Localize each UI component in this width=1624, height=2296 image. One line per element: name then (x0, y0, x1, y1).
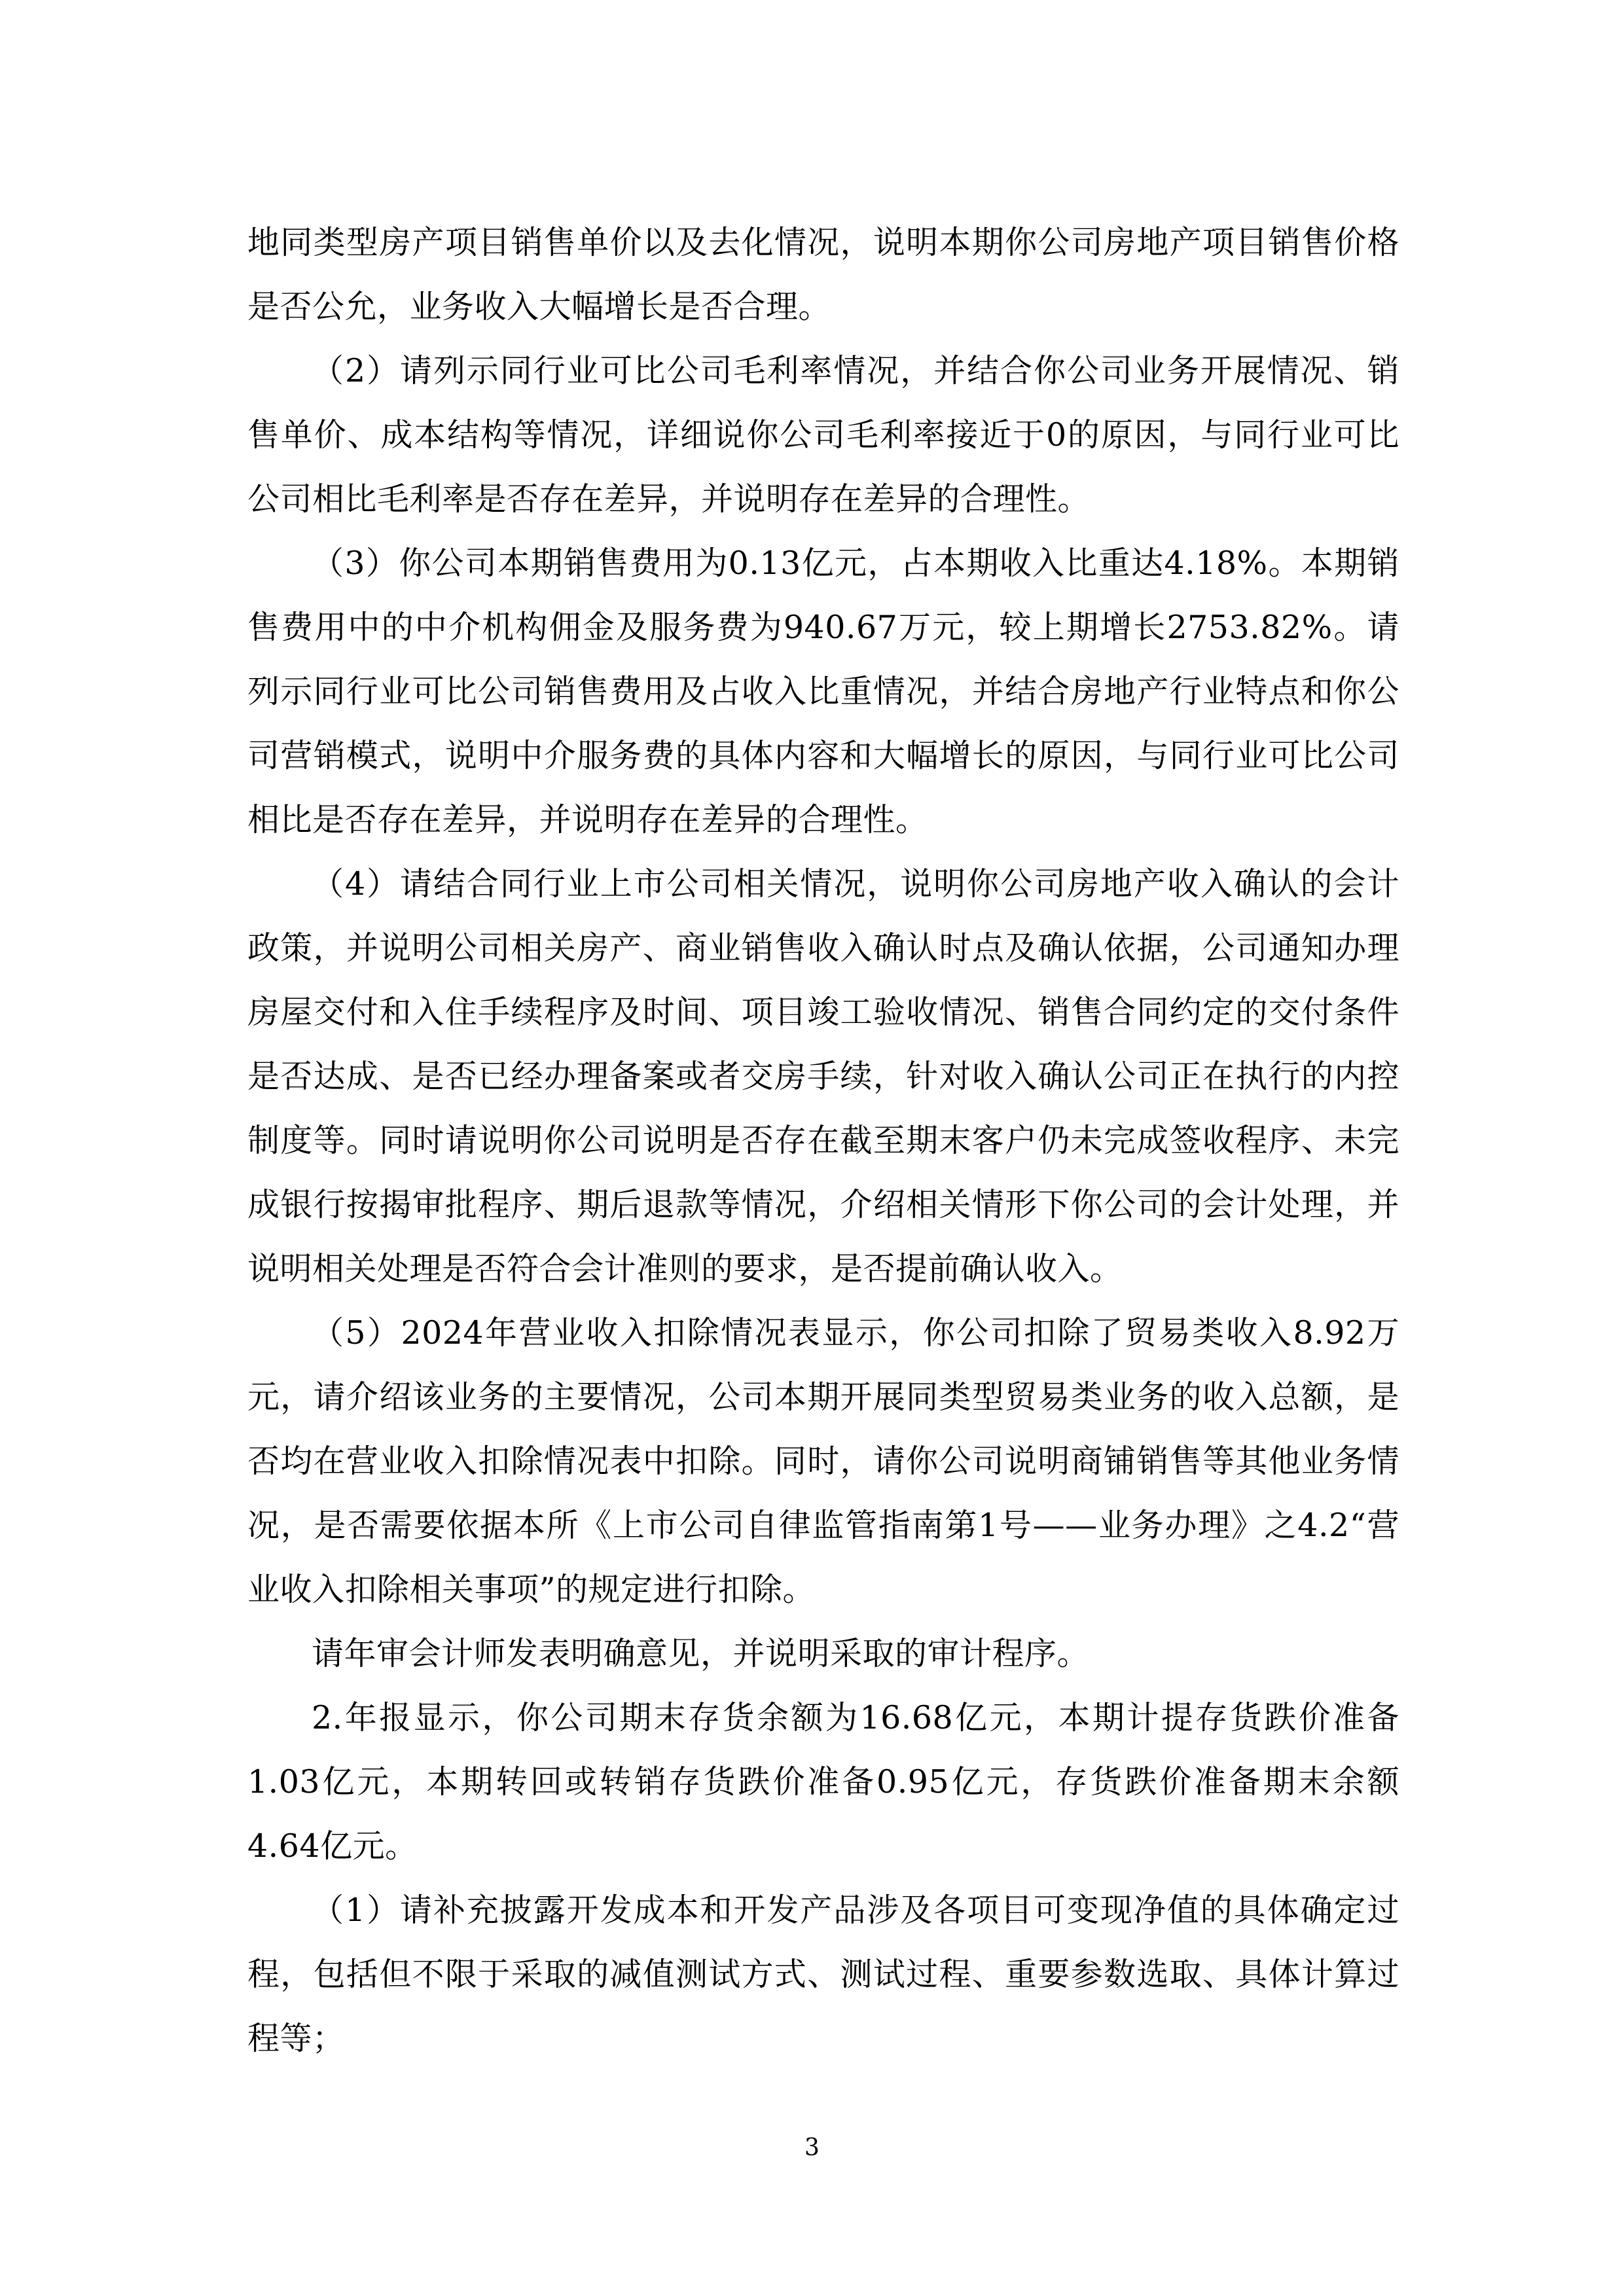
paragraph-item-3: （3）你公司本期销售费用为0.13亿元，占本期收入比重达4.18%。本期销售费用中的中介机构佣金及服务费为940.67万元，较上期增长2753.82%。请列示同行业可比公司销售费用及占收入比重情况，并结合房地产行业特点和你公司营销模式，说明中介服务费的具体内容和大幅增长的原因，与同行业可比公司相比是否存在差异，并说明存在差异的合理性。 (247, 545, 1399, 838)
page-number: 3 (804, 2134, 820, 2161)
document-body (247, 211, 1399, 2071)
paragraph-item-5: （5）2024年营业收入扣除情况表显示，你公司扣除了贸易类收入8.92万元，请介绍该业务的主要情况，公司本期开展同类型贸易类业务的收入总额，是否均在营业收入扣除情况表中扣除。同时，请你公司说明商铺销售等其他业务情况，是否需要依据本所《上市公司自律监管指南第1号——业务办理》之4.2“营业收入扣除相关事项”的规定进行扣除。 (247, 1314, 1399, 1608)
paragraph-question-2: 2.年报显示，你公司期末存货余额为16.68亿元，本期计提存货跌价准备1.03亿元，本期转回或转销存货跌价准备0.95亿元，存货跌价准备期末余额4.64亿元。 (247, 1699, 1399, 1865)
paragraph-question-2-item-1: （1）请补充披露开发成本和开发产品涉及各项目可变现净值的具体确定过程，包括但不限于采取的减值测试方式、测试过程、重要参数选取、具体计算过程等； (247, 1892, 1399, 2057)
paragraph-continuation: 地同类型房产项目销售单价以及去化情况，说明本期你公司房地产项目销售价格是否公允，业务收入大幅增长是否合理。 (247, 224, 1399, 325)
paragraph-auditor-request: 请年审会计师发表明确意见，并说明采取的审计程序。 (312, 1635, 1090, 1672)
paragraph-item-2: （2）请列示同行业可比公司毛利率情况，并结合你公司业务开展情况、销售单价、成本结构等情况，详细说你公司毛利率接近于0的原因，与同行业可比公司相比毛利率是否存在差异，并说明存在差异的合理性。 (247, 352, 1399, 518)
paragraph-item-4: （4）请结合同行业上市公司相关情况，说明你公司房地产收入确认的会计政策，并说明公司相关房产、商业销售收入确认时点及确认依据，公司通知办理房屋交付和入住手续程序及时间、项目竣工验收情况、销售合同约定的交付条件是否达成、是否已经办理备案或者交房手续，针对收入确认公司正在执行的内控制度等。同时请说明你公司说明是否存在截至期末客户仍未完成签收程序、未完成银行按揭审批程序、期后退款等情况，介绍相关情形下你公司的会计处理，并说明相关处理是否符合会计准则的要求，是否提前确认收入。 (247, 865, 1399, 1287)
